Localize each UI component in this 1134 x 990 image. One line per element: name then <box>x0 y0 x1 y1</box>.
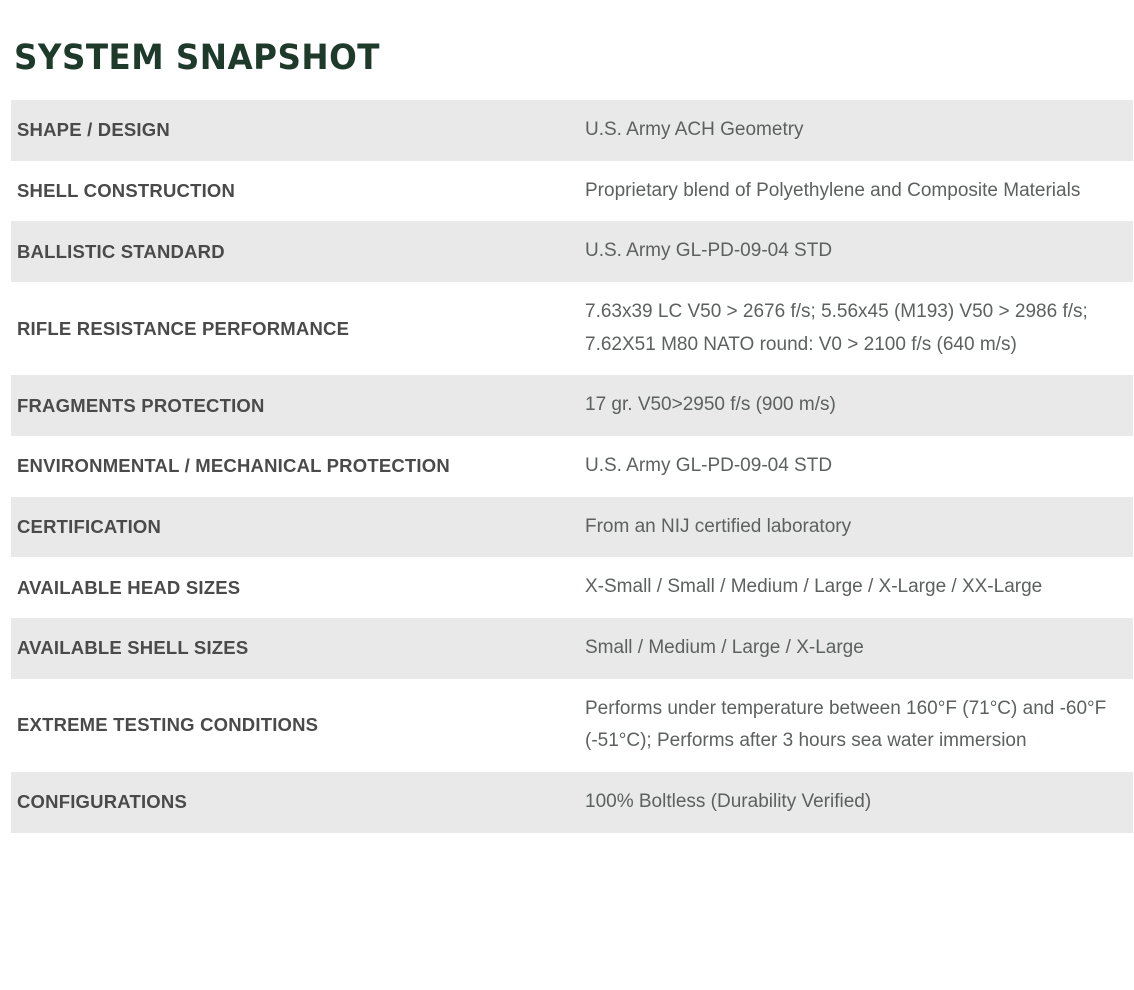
spec-value: 17 gr. V50>2950 f/s (900 m/s) <box>579 375 1133 436</box>
table-row <box>11 436 1133 497</box>
spec-label: BALLISTIC STANDARD <box>11 221 579 282</box>
spec-label: ENVIRONMENTAL / MECHANICAL PROTECTION <box>11 436 579 497</box>
table-row <box>11 100 1133 161</box>
page-title: SYSTEM SNAPSHOT <box>14 38 380 78</box>
spec-value: U.S. Army GL-PD-09-04 STD <box>579 436 1133 497</box>
spec-label: FRAGMENTS PROTECTION <box>11 375 579 436</box>
spec-label: RIFLE RESISTANCE PERFORMANCE <box>11 282 579 375</box>
table-row <box>11 772 1133 833</box>
spec-value: U.S. Army ACH Geometry <box>579 100 1133 161</box>
spec-value: U.S. Army GL-PD-09-04 STD <box>579 221 1133 282</box>
spec-value: From an NIJ certified laboratory <box>579 497 1133 558</box>
specifications-table <box>11 100 1133 833</box>
spec-label: AVAILABLE SHELL SIZES <box>11 618 579 679</box>
spec-label: CONFIGURATIONS <box>11 772 579 833</box>
table-row <box>11 375 1133 436</box>
table-row <box>11 679 1133 772</box>
table-row <box>11 618 1133 679</box>
spec-value: Proprietary blend of Polyethylene and Composite Materials <box>579 161 1133 222</box>
system-snapshot-page <box>0 38 1134 833</box>
table-row <box>11 161 1133 222</box>
spec-label: EXTREME TESTING CONDITIONS <box>11 679 579 772</box>
table-row <box>11 497 1133 558</box>
spec-value: Small / Medium / Large / X-Large <box>579 618 1133 679</box>
spec-value: X-Small / Small / Medium / Large / X-Large / XX-Large <box>579 557 1133 618</box>
spec-label: SHELL CONSTRUCTION <box>11 161 579 222</box>
spec-label: SHAPE / DESIGN <box>11 100 579 161</box>
spec-label: CERTIFICATION <box>11 497 579 558</box>
spec-value: Performs under temperature between 160°F (71°C) and -60°F (-51°C); Performs after 3 hours sea water immersion <box>579 679 1133 772</box>
table-row <box>11 282 1133 375</box>
spec-value: 100% Boltless (Durability Verified) <box>579 772 1133 833</box>
table-row <box>11 221 1133 282</box>
table-row <box>11 557 1133 618</box>
spec-value: 7.63x39 LC V50 > 2676 f/s; 5.56x45 (M193) V50 > 2986 f/s; 7.62X51 M80 NATO round: V0 > 2100 f/s (640 m/s) <box>579 282 1133 375</box>
spec-label: AVAILABLE HEAD SIZES <box>11 557 579 618</box>
table-body <box>11 100 1133 833</box>
